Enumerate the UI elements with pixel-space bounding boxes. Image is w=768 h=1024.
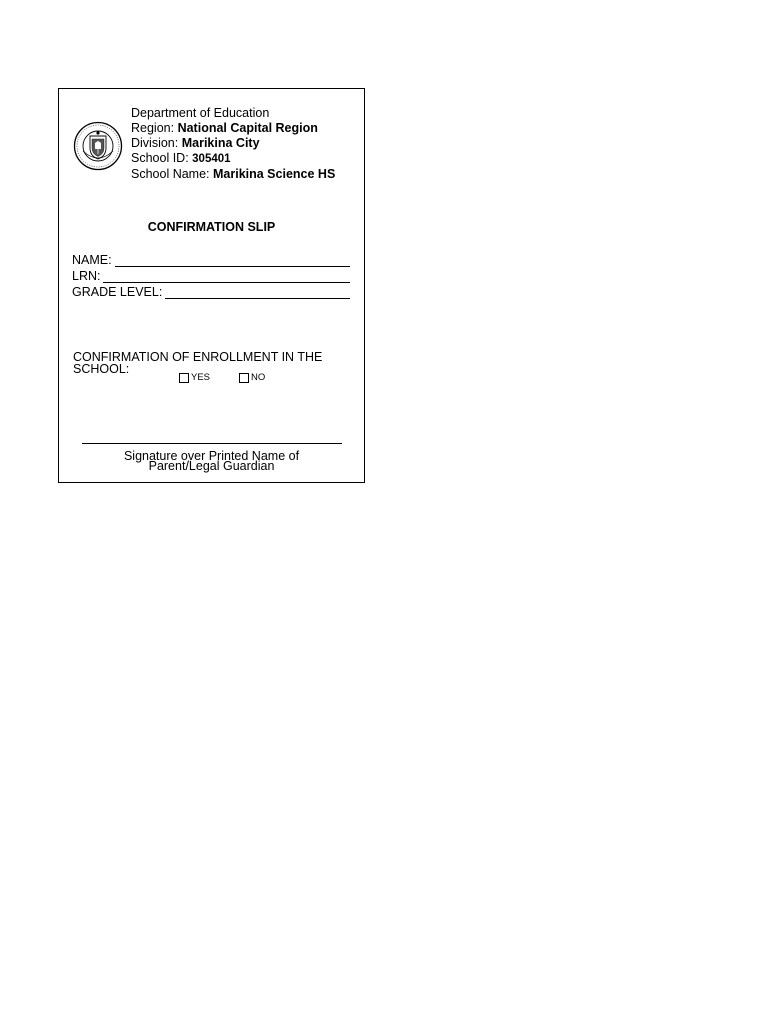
signature-caption-line2: Parent/Legal Guardian	[148, 459, 275, 473]
school-id-label: School ID:	[131, 151, 189, 165]
name-field[interactable]	[72, 251, 350, 267]
lrn-label: LRN:	[72, 269, 101, 283]
signature-caption-line1: Signature over Printed Name of	[123, 449, 300, 463]
yes-checkbox[interactable]	[179, 373, 189, 383]
grade-level-label: GRADE LEVEL:	[72, 285, 163, 299]
no-checkbox[interactable]	[239, 373, 249, 383]
deped-seal-icon	[73, 121, 123, 171]
yes-option[interactable]	[179, 372, 210, 383]
grade-level-field[interactable]	[72, 283, 350, 299]
no-label: NO	[251, 372, 266, 383]
grade-level-blank-line[interactable]	[165, 287, 350, 299]
region-row	[131, 121, 335, 136]
signature-caption	[59, 451, 364, 471]
lrn-field[interactable]	[72, 267, 350, 283]
department-name: Department of Education	[131, 106, 270, 120]
division-row	[131, 136, 335, 151]
lrn-blank-line[interactable]	[103, 271, 350, 283]
division-value: Marikina City	[181, 136, 260, 150]
no-option[interactable]	[239, 372, 265, 383]
name-blank-line[interactable]	[115, 255, 350, 267]
region-label: Region:	[131, 121, 175, 135]
region-value: National Capital Region	[177, 121, 318, 135]
division-label: Division:	[131, 136, 179, 150]
school-id-value: 305401	[192, 153, 231, 165]
enrollment-question-line1: CONFIRMATION OF ENROLLMENT IN THE	[73, 350, 323, 364]
school-name-row	[131, 167, 335, 182]
yes-label: YES	[191, 372, 211, 383]
name-label: NAME:	[72, 253, 112, 267]
school-header	[131, 106, 335, 182]
school-id-row	[131, 151, 335, 167]
enrollment-question-line2: SCHOOL:	[73, 362, 130, 376]
school-name-value: Marikina Science HS	[213, 167, 336, 181]
slip-title: CONFIRMATION SLIP	[147, 220, 276, 234]
signature-line[interactable]	[82, 443, 342, 444]
enrollment-question	[73, 351, 353, 375]
confirmation-slip	[58, 88, 365, 483]
school-name-label: School Name:	[131, 167, 210, 181]
